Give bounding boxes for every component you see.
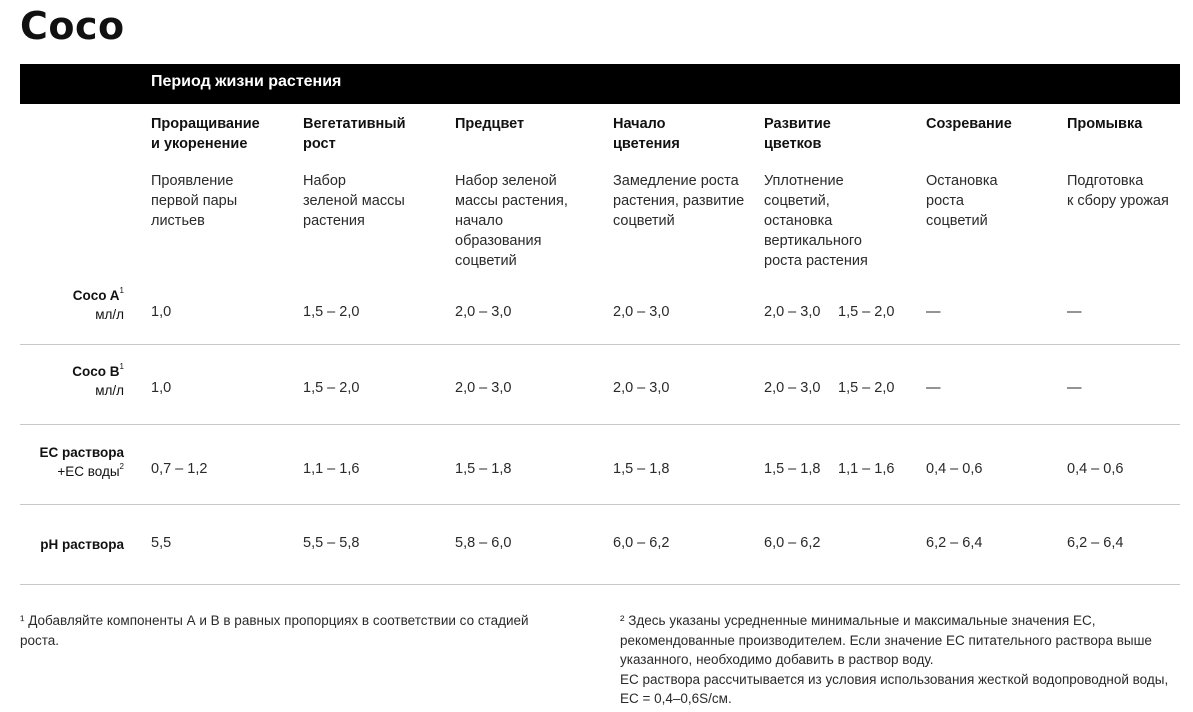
cell: — xyxy=(926,304,941,320)
row-label-ec-water xyxy=(57,462,124,481)
footnote-1: ¹ Добавляйте компоненты А и В в равных пропорциях в соответствии со стадией роста. xyxy=(20,613,529,648)
stage-desc-1: Набор зеленой массы растения xyxy=(303,173,405,229)
stage-desc-4: Уплотнение соцветий, остановка вертикального роста растения xyxy=(764,173,868,269)
row-divider xyxy=(20,584,1180,585)
cell: 0,4 – 0,6 xyxy=(1067,461,1124,477)
row-label-main: pH раствора xyxy=(40,537,124,552)
cell: 1,5 – 2,0 xyxy=(838,380,895,396)
cell: — xyxy=(1067,304,1082,320)
cell: 1,0 xyxy=(151,304,172,320)
row-label-ec xyxy=(39,443,124,462)
row-label-unit: мл/л xyxy=(95,307,124,322)
stage-desc-3: Замедление роста растения, развитие соцветий xyxy=(613,173,745,229)
cell: 1,5 – 1,8 xyxy=(613,461,670,477)
row-label-main: Coco B xyxy=(72,364,120,379)
stage-title-0: Проращивание и укоренение xyxy=(151,116,260,152)
row-label-unit: мл/л xyxy=(95,383,124,398)
stage-title-1: Вегетативный рост xyxy=(303,116,406,152)
cell: 1,1 – 1,6 xyxy=(303,461,360,477)
row-divider xyxy=(20,344,1180,345)
cell: 5,8 – 6,0 xyxy=(455,535,512,551)
row-label-sub: +EC воды xyxy=(57,464,120,479)
cell: 0,4 – 0,6 xyxy=(926,461,983,477)
stage-title-4: Развитие цветков xyxy=(764,116,831,152)
cell: 2,0 – 3,0 xyxy=(455,380,512,396)
cell: 6,0 – 6,2 xyxy=(613,535,670,551)
row-label-main: EC раствора xyxy=(39,445,124,460)
page-title: Coco xyxy=(20,4,125,48)
cell: 1,1 – 1,6 xyxy=(838,461,895,477)
cell: 2,0 – 3,0 xyxy=(764,380,821,396)
cell: 1,5 – 1,8 xyxy=(764,461,821,477)
stage-desc-6: Подготовка к сбору урожая xyxy=(1067,173,1169,209)
cell: 6,2 – 6,4 xyxy=(1067,535,1124,551)
footnote-2-ec-note: EC раствора рассчитывается из условия использования жесткой водопроводной воды, EC = 0,4–0,6S/см. xyxy=(620,671,1169,706)
row-label-coco-a xyxy=(73,286,124,305)
row-label-coco-b xyxy=(72,362,124,381)
cell: 2,0 – 3,0 xyxy=(613,380,670,396)
cell: 1,5 – 2,0 xyxy=(303,380,360,396)
cell: 0,7 – 1,2 xyxy=(151,461,208,477)
stage-title-2: Предцвет xyxy=(455,116,525,132)
stage-desc-2: Набор зеленой массы растения, начало образования соцветий xyxy=(455,173,568,269)
cell: 1,5 – 2,0 xyxy=(838,304,895,320)
row-divider xyxy=(20,504,1180,505)
stage-desc-0: Проявление первой пары листьев xyxy=(151,173,238,229)
stage-title-3: Начало цветения xyxy=(613,116,680,152)
row-label-sup: 1 xyxy=(119,286,124,295)
stage-desc-5: Остановка роста соцветий xyxy=(926,173,998,229)
cell: — xyxy=(1067,380,1082,396)
cell: 2,0 – 3,0 xyxy=(613,304,670,320)
period-label: Период жизни растения xyxy=(151,73,342,90)
cell: 1,0 xyxy=(151,380,172,396)
cell: 1,5 – 1,8 xyxy=(455,461,512,477)
cell: 2,0 – 3,0 xyxy=(455,304,512,320)
row-label-ph xyxy=(40,535,124,554)
footnote-2 xyxy=(620,611,1170,709)
cell: 5,5 xyxy=(151,535,172,551)
row-label-sup: 1 xyxy=(119,362,124,371)
stage-title-5: Созревание xyxy=(926,116,1012,132)
cell: 2,0 – 3,0 xyxy=(764,304,821,320)
row-divider xyxy=(20,424,1180,425)
footnote-2-text: ² Здесь указаны усредненные минимальные и максимальные значения EC, рекомендованные производителем. Если значение EC питательного раствора выше указанного, необходимо добавить в раствор воду. xyxy=(620,613,1152,667)
cell: 6,0 – 6,2 xyxy=(764,535,821,551)
cell: 6,2 – 6,4 xyxy=(926,535,983,551)
row-label-sup: 2 xyxy=(119,462,124,471)
cell: — xyxy=(926,380,941,396)
cell: 1,5 – 2,0 xyxy=(303,304,360,320)
cell: 5,5 – 5,8 xyxy=(303,535,360,551)
row-label-main: Coco A xyxy=(72,288,120,303)
stage-title-6: Промывка xyxy=(1067,116,1143,132)
